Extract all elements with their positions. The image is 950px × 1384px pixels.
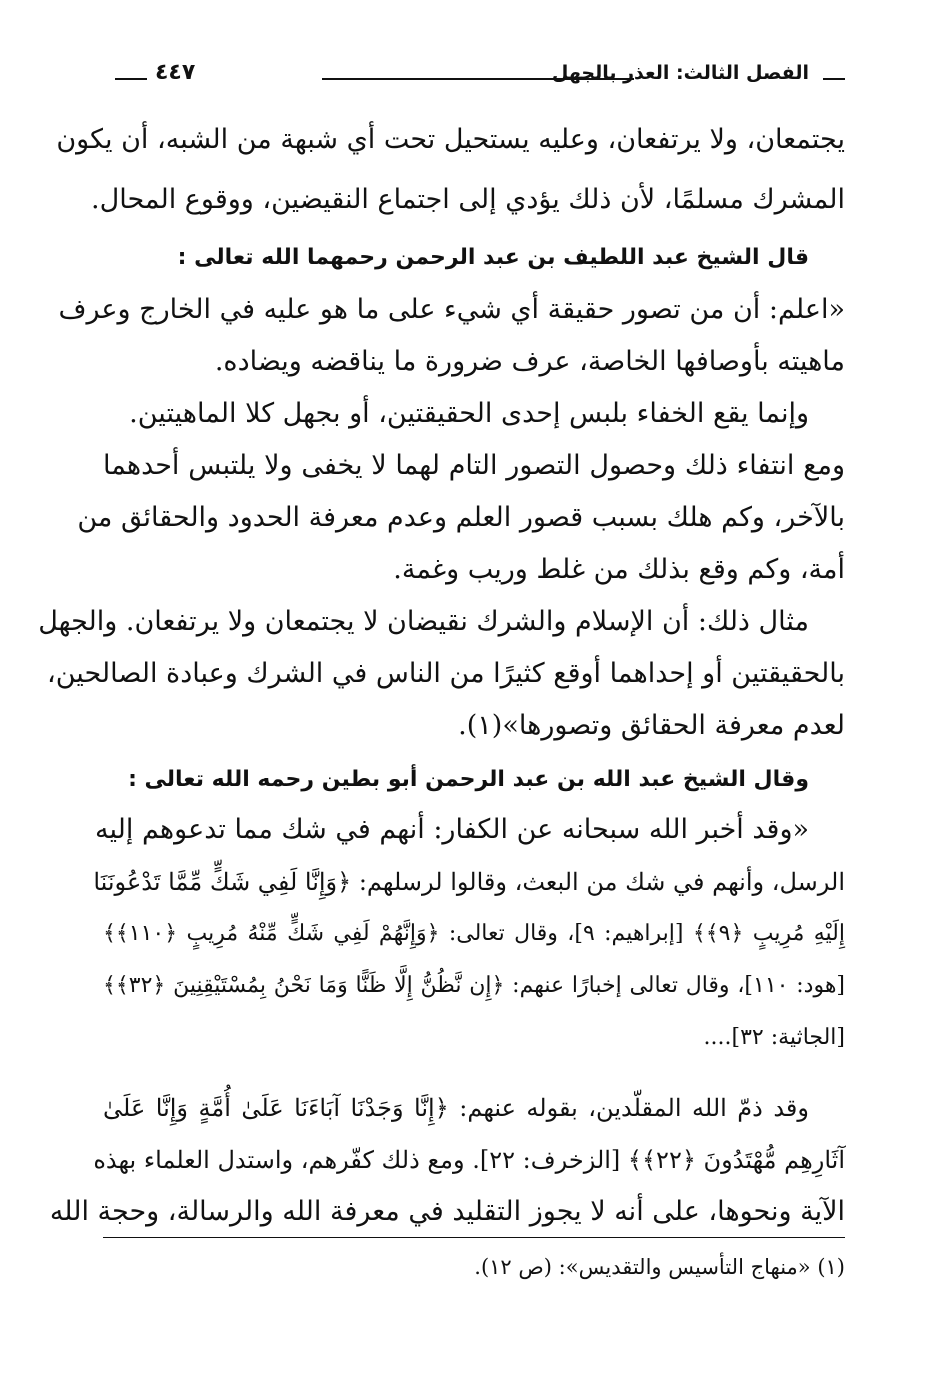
text-line: لعدم معرفة الحقائق وتصورها»(١). xyxy=(458,710,845,741)
text-line: الآية ونحوها، على أنه لا يجوز التقليد في معرفة الله والرسالة، وحجة الله xyxy=(49,1196,845,1227)
footnote: (١) «منهاج التأسيس والتقديس»: (ص ١٢). xyxy=(474,1255,845,1279)
text-line: مثال ذلك: أن الإسلام والشرك نقيضان لا يجتمعان ولا يرتفعان. والجهل xyxy=(38,606,809,637)
text-line: «وقد أخبر الله سبحانه عن الكفار: أنهم في شك مما تدعوهم إليه xyxy=(95,814,809,845)
verse-reference: [الجاثية: ٣٢].... xyxy=(703,1025,845,1050)
quote-attribution: وقال الشيخ عبد الله بن عبد الرحمن أبو بطين رحمه الله تعالى : xyxy=(128,767,809,792)
text-line: وقد ذمّ الله المقلّدين، بقوله عنهم: ﴿إِنَّا وَجَدْنَا آبَاءَنَا عَلَىٰ أُمَّةٍ وَإِنَّا عَلَىٰ xyxy=(103,1094,809,1122)
chapter-title: الفصل الثالث: العذر بالجهل xyxy=(551,62,809,84)
running-header xyxy=(115,58,845,98)
text-line: يجتمعان، ولا يرتفعان، وعليه يستحيل تحت أي شبهة من الشبه، أن يكون xyxy=(56,124,845,155)
footnote-divider xyxy=(103,1237,845,1238)
text-line: «اعلم: أن من تصور حقيقة أي شيء على ما هو عليه في الخارج وعرف xyxy=(58,294,845,325)
header-rule-left xyxy=(115,78,147,80)
quran-verse-line: [هود: ١١٠]، وقال تعالى إخبارًا عنهم: ﴿إِن نَّظُنُّ إِلَّا ظَنًّا وَمَا نَحْنُ بِمُسْتَيْقِنِينَ ﴿٣٢﴾﴾ xyxy=(103,973,846,998)
text-line: ومع انتفاء ذلك وحصول التصور التام لهما لا يخفى ولا يلتبس أحدهما xyxy=(103,450,845,481)
text-line: ماهيته بأوصافها الخاصة، عرف ضرورة ما يناقضه ويضاده. xyxy=(214,346,845,377)
text-line: المشرك مسلمًا، لأن ذلك يؤدي إلى اجتماع النقيضين، ووقوع المحال. xyxy=(91,184,845,215)
text-line: بالآخر، وكم هلك بسبب قصور العلم وعدم معرفة الحدود والحقائق من xyxy=(77,502,845,533)
text-line: وإنما يقع الخفاء بلبس إحدى الحقيقتين، أو بجهل كلا الماهيتين. xyxy=(129,398,809,429)
text-line: آثَارِهِم مُّهْتَدُونَ ﴿٢٢﴾﴾ [الزخرف: ٢٢]. ومع ذلك كفّرهم، واستدل العلماء بهذه xyxy=(93,1146,845,1174)
text-line: الرسل، وأنهم في شك من البعث، وقالوا لرسلهم: ﴿وَإِنَّا لَفِي شَكٍّ مِّمَّا تَدْعُونَنَا xyxy=(93,868,845,896)
quote-attribution: قال الشيخ عبد اللطيف بن عبد الرحمن رحمهما الله تعالى : xyxy=(177,245,809,270)
text-line: بالحقيقتين أو إحداهما أوقع كثيرًا من الناس في الشرك وعبادة الصالحين، xyxy=(47,658,845,689)
text-line: أمة، وكم وقع بذلك من غلط وريب وغمة. xyxy=(393,554,845,585)
page-number: ٤٤٧ xyxy=(155,60,196,85)
header-rule-right xyxy=(823,78,845,80)
quran-verse-line: إِلَيْهِ مُرِيبٍ ﴿٩﴾﴾ [إبراهيم: ٩]، وقال تعالى: ﴿وَإِنَّهُمْ لَفِي شَكٍّ مِّنْهُ مُرِيبٍ ﴿١١٠﴾﴾ xyxy=(103,921,845,946)
header-rule-middle xyxy=(322,78,634,80)
